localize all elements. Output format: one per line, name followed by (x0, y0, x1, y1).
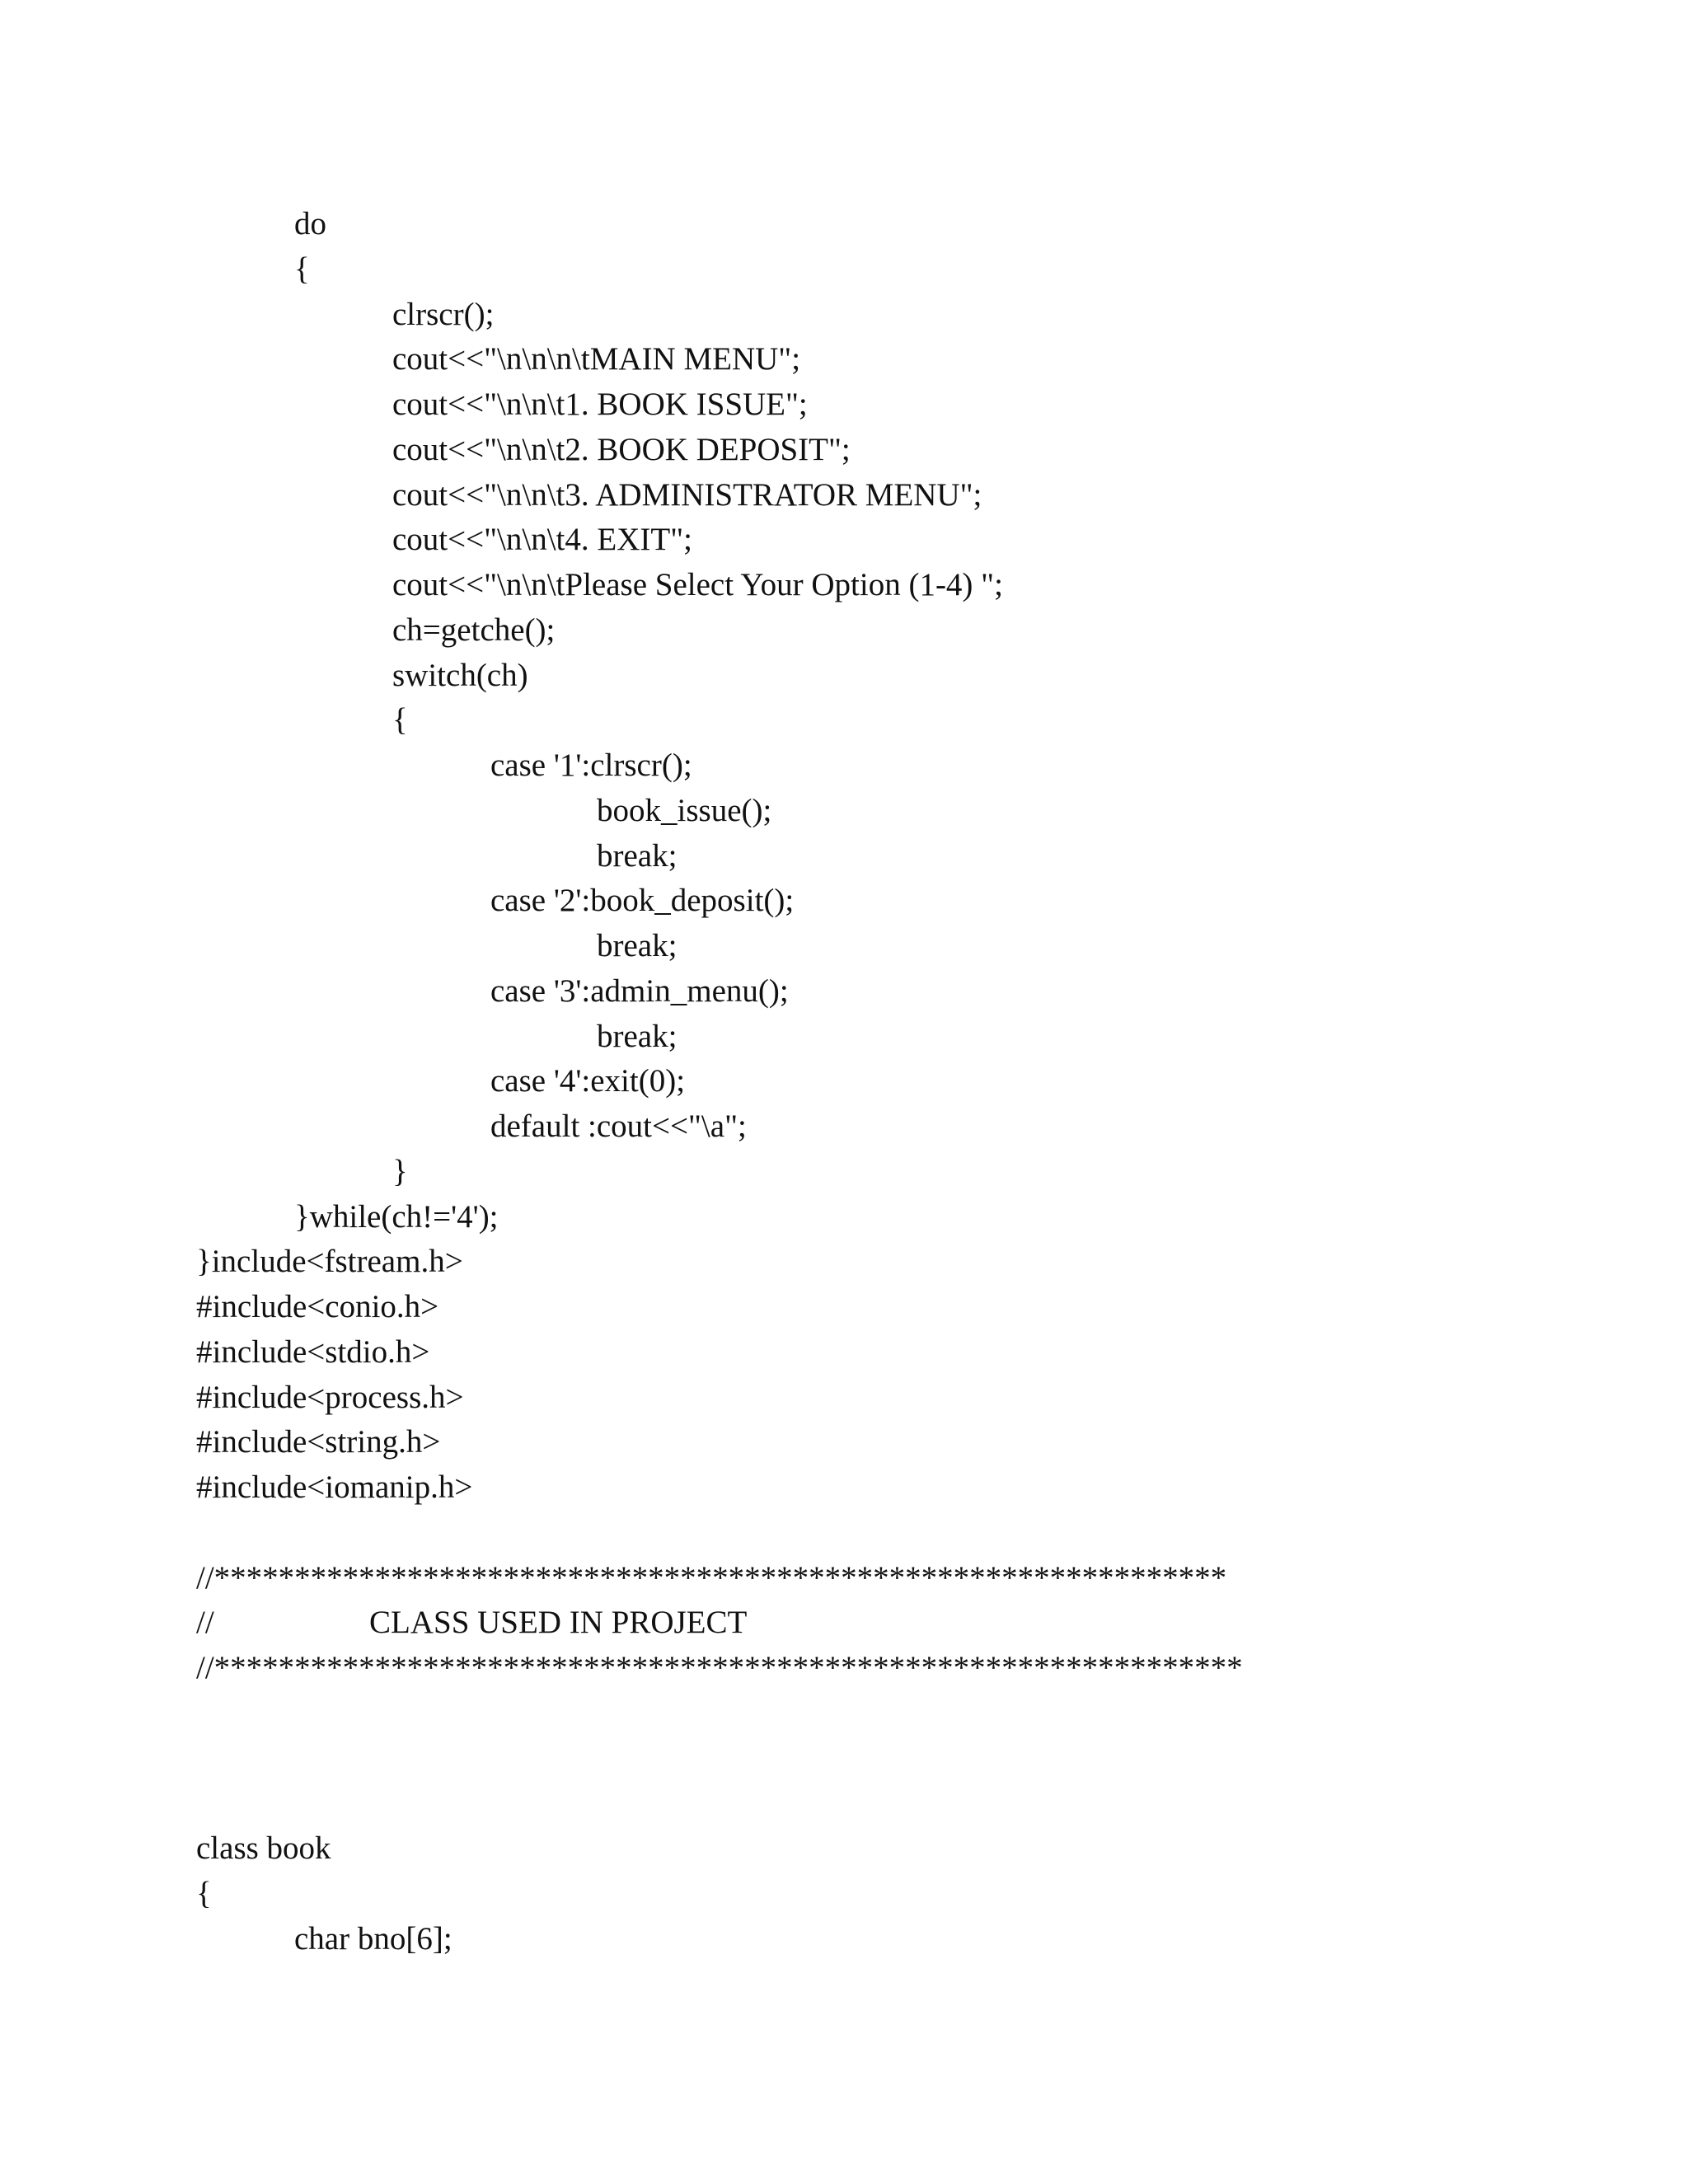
code-line (0, 924, 1688, 969)
code-text: } (392, 1153, 408, 1189)
code-line (0, 789, 1688, 834)
code-text: cout<<"\n\n\t3. ADMINISTRATOR MENU"; (392, 476, 982, 513)
code-line (0, 969, 1688, 1015)
code-text: { (392, 702, 408, 738)
code-text: class book (196, 1830, 331, 1866)
code-text: case '1':clrscr(); (490, 748, 692, 783)
code-line (0, 293, 1688, 338)
code-text: clrscr(); (392, 296, 495, 332)
code-text: CLASS USED IN PROJECT (369, 1605, 748, 1641)
code-text: #include<process.h> (196, 1379, 464, 1415)
code-line (0, 1781, 1688, 1826)
code-line (0, 1285, 1688, 1330)
code-line (0, 654, 1688, 699)
code-line (0, 518, 1688, 563)
code-text: // (196, 1605, 214, 1641)
code-text: char bno[6]; (294, 1920, 452, 1957)
code-line (0, 1917, 1688, 1962)
code-text: //*************************************************************** (196, 1559, 1227, 1596)
code-line (0, 1691, 1688, 1736)
code-text: #include<conio.h> (196, 1289, 439, 1324)
code-text: cout<<"\n\n\n\tMAIN MENU"; (392, 341, 801, 377)
code-line (0, 428, 1688, 473)
code-text: cout<<"\n\n\t1. BOOK ISSUE"; (392, 387, 808, 422)
code-text: //**************************************************************** (196, 1650, 1243, 1685)
code-text: do (294, 206, 326, 241)
code-text: #include<string.h> (196, 1424, 441, 1460)
code-line (0, 1059, 1688, 1104)
code-line (0, 382, 1688, 428)
code-text: case '2':book_deposit(); (490, 883, 795, 919)
code-text: break; (597, 928, 678, 963)
code-line (0, 1015, 1688, 1060)
code-line (0, 1601, 1688, 1646)
code-listing (0, 202, 1688, 1961)
code-text: #include<stdio.h> (196, 1333, 430, 1370)
code-line (0, 608, 1688, 654)
code-text: #include<iomanip.h> (196, 1469, 473, 1505)
code-line (0, 743, 1688, 789)
code-line (0, 1556, 1688, 1601)
code-line (0, 247, 1688, 293)
code-line (0, 1376, 1688, 1421)
code-line (0, 1330, 1688, 1376)
code-text: case '3':admin_menu(); (490, 972, 789, 1009)
code-line (0, 473, 1688, 518)
code-line (0, 1240, 1688, 1285)
code-line (0, 337, 1688, 382)
code-text: case '4':exit(0); (490, 1063, 686, 1099)
code-line (0, 1420, 1688, 1465)
code-line (0, 1150, 1688, 1195)
code-line (0, 202, 1688, 247)
code-line (0, 563, 1688, 608)
code-line (0, 698, 1688, 743)
code-line (0, 1511, 1688, 1556)
code-text: break; (597, 837, 678, 874)
code-text: break; (597, 1018, 678, 1054)
code-text: default :cout<<"\a"; (490, 1108, 747, 1144)
code-line (0, 1465, 1688, 1511)
code-line (0, 1826, 1688, 1872)
code-line (0, 1646, 1688, 1691)
code-line (0, 1195, 1688, 1240)
code-text: ch=getche(); (392, 612, 556, 648)
code-text: }while(ch!='4'); (294, 1198, 499, 1235)
code-line (0, 834, 1688, 879)
code-text: { (196, 1875, 212, 1911)
code-text: switch(ch) (392, 657, 528, 693)
code-text: book_issue(); (597, 792, 772, 828)
code-line (0, 1872, 1688, 1917)
code-text: { (294, 251, 310, 287)
code-text: cout<<"\n\n\t4. EXIT"; (392, 522, 692, 558)
code-text: cout<<"\n\n\t2. BOOK DEPOSIT"; (392, 431, 851, 467)
code-text: cout<<"\n\n\tPlease Select Your Option (1-4) "; (392, 567, 1003, 602)
code-line (0, 1104, 1688, 1150)
code-text: }include<fstream.h> (196, 1244, 463, 1280)
code-line (0, 1736, 1688, 1782)
code-line (0, 879, 1688, 924)
